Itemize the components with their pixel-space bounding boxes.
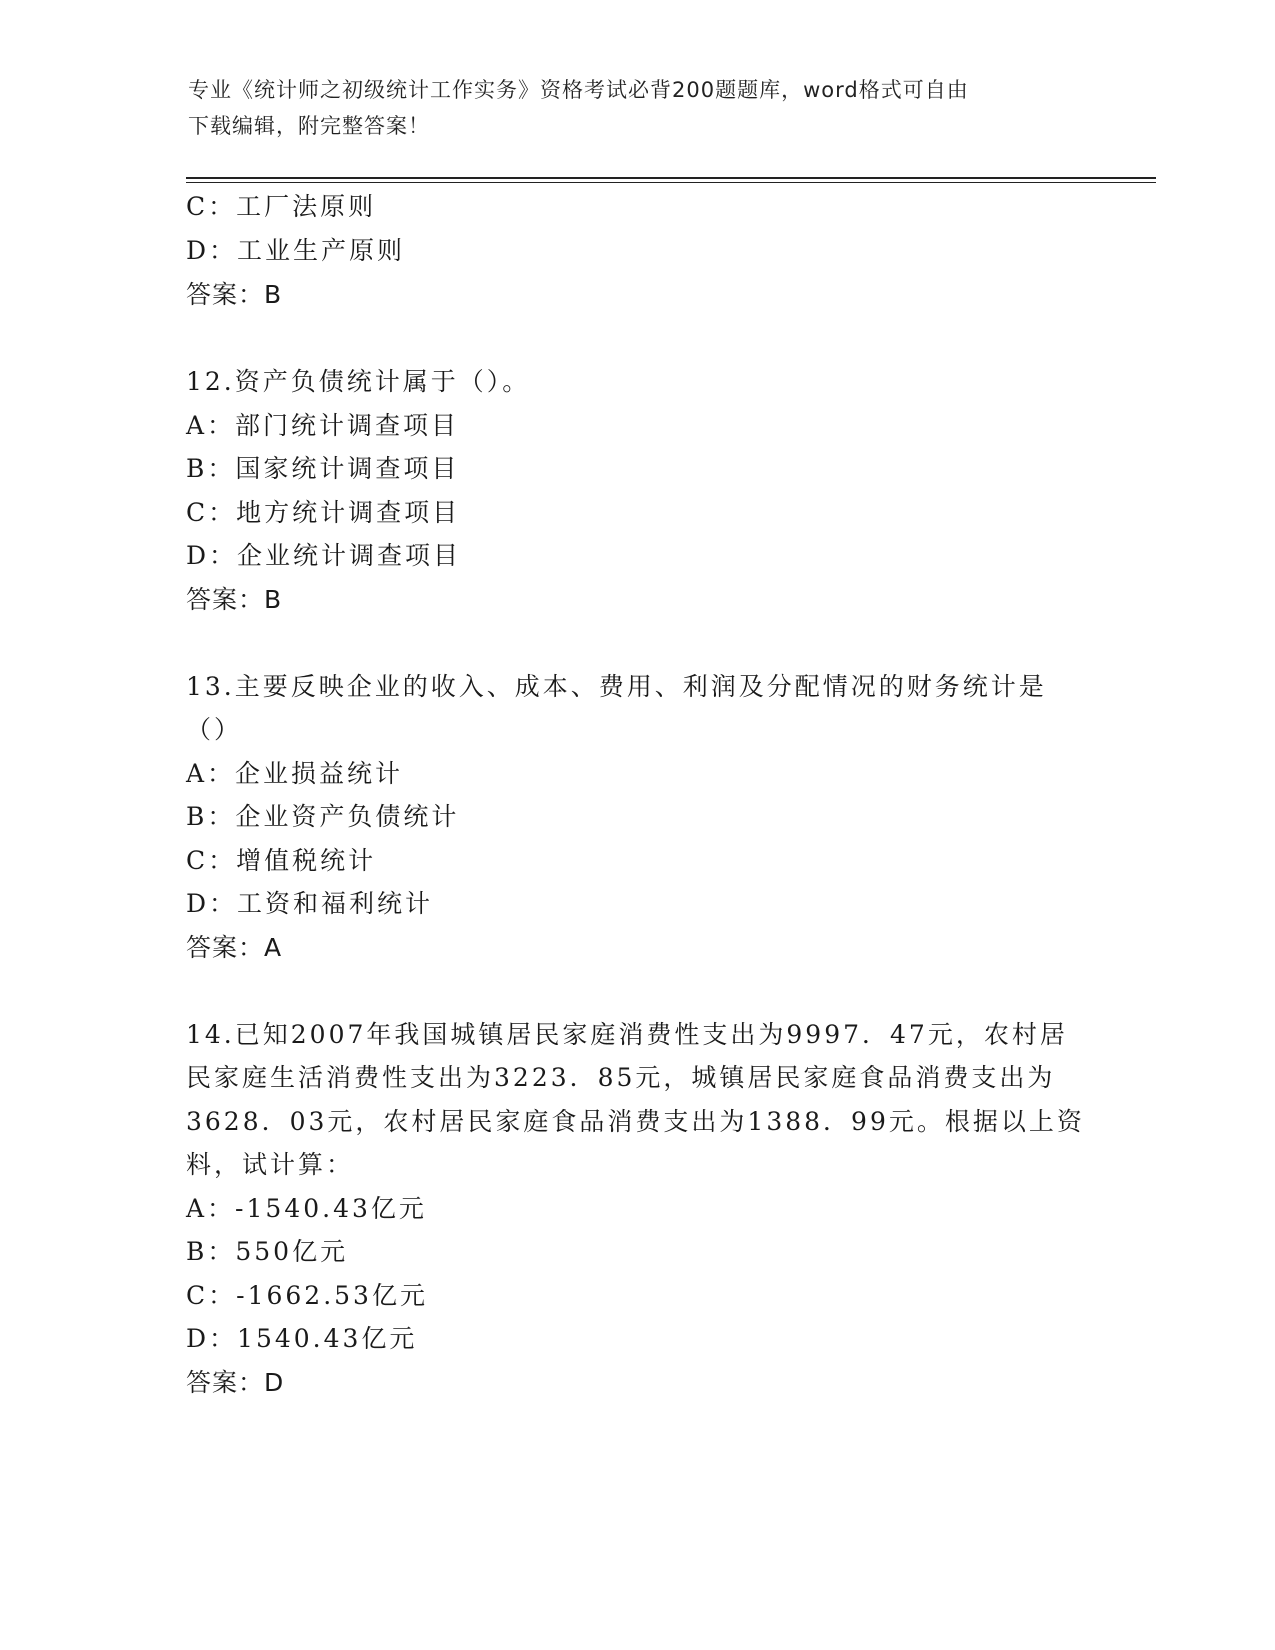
- header-rule-thin: [186, 182, 1156, 183]
- q12-option-c: C：地方统计调查项目: [186, 498, 461, 527]
- q14-question-line-3: 3628．03元，农村居民家庭食品消费支出为1388．99元。根据以上资: [186, 1107, 1085, 1136]
- q13-option-a: A：企业损益统计: [186, 759, 404, 788]
- header-line-1: 专业《统计师之初级统计工作实务》资格考试必背200题题库，word格式可自由: [188, 78, 969, 102]
- q12-option-d: D：企业统计调查项目: [186, 541, 462, 570]
- q14-option-d: D：1540.43亿元: [186, 1324, 418, 1353]
- q12-answer: 答案：B: [186, 585, 283, 614]
- q14-answer: 答案：D: [186, 1368, 285, 1397]
- q13-option-c: C：增值税统计: [186, 846, 377, 875]
- q13-option-d: D：工资和福利统计: [186, 889, 434, 918]
- q12-option-b: B：国家统计调查项目: [186, 454, 460, 483]
- q12-option-a: A：部门统计调查项目: [186, 411, 460, 440]
- q14-question-line-1: 14.已知2007年我国城镇居民家庭消费性支出为9997．47元，农村居: [186, 1020, 1068, 1049]
- q14-question-line-4: 料，试计算：: [186, 1150, 355, 1179]
- q13-option-b: B：企业资产负债统计: [186, 802, 460, 831]
- q14-option-c: C：-1662.53亿元: [186, 1281, 428, 1310]
- q11-option-c: C：工厂法原则: [186, 192, 377, 221]
- q14-question-line-2: 民家庭生活消费性支出为3223．85元，城镇居民家庭食品消费支出为: [186, 1063, 1056, 1092]
- header-rule-thick: [186, 177, 1156, 179]
- q13-question-line-2: （）: [186, 715, 243, 744]
- header-line-2: 下载编辑，附完整答案！: [188, 114, 430, 138]
- q13-question-line-1: 13.主要反映企业的收入、成本、费用、利润及分配情况的财务统计是: [186, 672, 1047, 701]
- document-header: [188, 72, 1088, 144]
- q11-answer: 答案：B: [186, 280, 283, 309]
- q12-question: 12.资产负债统计属于（）。: [186, 367, 531, 396]
- q14-option-b: B：550亿元: [186, 1237, 349, 1266]
- q11-option-d: D：工业生产原则: [186, 236, 406, 265]
- q14-option-a: A：-1540.43亿元: [186, 1194, 427, 1223]
- q13-answer: 答案：A: [186, 933, 283, 962]
